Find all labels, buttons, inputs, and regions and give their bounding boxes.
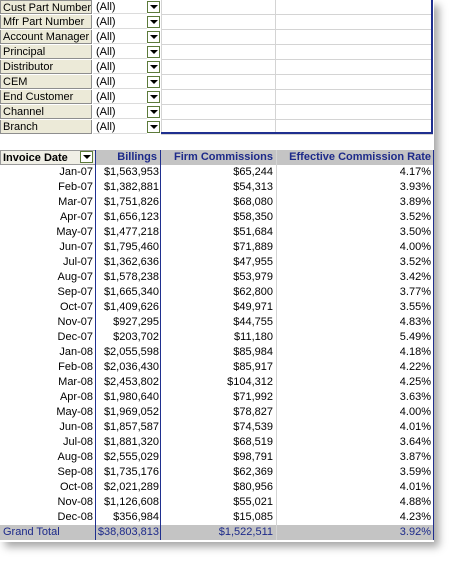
table-row (0, 510, 434, 525)
rate-cell[interactable]: 3.55% (399, 301, 431, 313)
table-row (0, 495, 434, 510)
commissions-cell[interactable]: $85,917 (233, 361, 273, 373)
commissions-cell[interactable]: $11,180 (234, 331, 273, 343)
rate-cell[interactable]: 4.22% (399, 361, 431, 373)
page-field-label[interactable]: Branch (0, 120, 92, 134)
row-date-cell[interactable]: Aug-07 (57, 271, 93, 283)
commissions-cell[interactable]: $71,889 (233, 241, 273, 253)
rate-cell[interactable]: 4.01% (399, 481, 431, 493)
table-row (0, 195, 434, 210)
row-date-cell[interactable]: Mar-07 (58, 196, 93, 208)
commissions-cell[interactable]: $44,755 (233, 316, 273, 328)
row-date-cell[interactable]: Apr-08 (59, 391, 93, 403)
table-row (0, 315, 434, 330)
page-field-label[interactable]: Channel (0, 105, 92, 119)
row-date-cell[interactable]: Jan-07 (59, 166, 93, 178)
page-field-label[interactable]: Mfr Part Number (0, 15, 92, 29)
dropdown-arrow-icon[interactable] (147, 106, 160, 118)
commissions-cell[interactable]: $54,313 (233, 181, 273, 193)
gridline (161, 134, 433, 135)
page-field-value[interactable]: (All) (93, 90, 147, 104)
rate-cell[interactable]: 4.01% (399, 421, 431, 433)
billings-cell[interactable]: $1,969,052 (103, 406, 159, 418)
rate-cell[interactable]: 4.00% (399, 241, 431, 253)
billings-cell[interactable]: $1,665,340 (103, 286, 159, 298)
grand-total-commissions[interactable]: $1,522,511 (218, 526, 273, 538)
grand-total-billings[interactable]: $38,803,813 (97, 526, 159, 538)
billings-cell[interactable]: $356,984 (113, 511, 159, 523)
rate-cell[interactable]: 3.93% (399, 181, 431, 193)
page-field-value[interactable]: (All) (93, 75, 147, 89)
row-date-cell[interactable]: Mar-08 (58, 376, 93, 388)
billings-cell[interactable]: $1,751,826 (103, 196, 159, 208)
commissions-cell[interactable]: $80,956 (233, 481, 273, 493)
page-field-value[interactable]: (All) (93, 30, 147, 44)
row-date-cell[interactable]: Jun-07 (59, 241, 93, 253)
page-field-label[interactable]: CEM (0, 75, 92, 89)
page-field-label[interactable]: Cust Part Number (0, 0, 92, 14)
commissions-cell[interactable]: $49,971 (233, 301, 273, 313)
commissions-cell[interactable]: $74,539 (233, 421, 273, 433)
table-row (0, 165, 434, 180)
table-row (0, 420, 434, 435)
dropdown-arrow-icon[interactable] (147, 91, 160, 103)
commissions-cell[interactable]: $47,955 (233, 256, 273, 268)
page-field-value[interactable]: (All) (93, 105, 147, 119)
table-row (0, 465, 434, 480)
table-row (0, 450, 434, 465)
page-field-label[interactable]: Account Manager (0, 30, 92, 44)
grand-total-label[interactable]: Grand Total (3, 526, 60, 538)
row-field-label: Invoice Date (3, 152, 68, 164)
table-row (0, 255, 434, 270)
billings-cell[interactable]: $927,295 (113, 316, 159, 328)
dropdown-arrow-icon[interactable] (147, 16, 160, 28)
page-field-label[interactable]: End Customer (0, 90, 92, 104)
row-date-cell[interactable]: Apr-07 (59, 211, 93, 223)
dropdown-arrow-icon[interactable] (147, 1, 160, 13)
billings-cell[interactable]: $1,980,640 (103, 391, 159, 403)
column-header-billings[interactable]: Billings (96, 150, 160, 165)
column-separator (276, 150, 277, 540)
rate-cell[interactable]: 4.23% (399, 511, 431, 523)
column-header-effective-commission-rate[interactable]: Effective Commission Rate (276, 150, 434, 165)
rate-cell[interactable]: 4.25% (399, 376, 431, 388)
rate-cell[interactable]: 4.00% (399, 406, 431, 418)
row-date-cell[interactable]: Dec-08 (57, 511, 93, 523)
row-date-cell[interactable]: Jun-08 (59, 421, 93, 433)
row-date-cell[interactable]: Oct-08 (59, 481, 93, 493)
page-field-value[interactable]: (All) (93, 0, 147, 14)
pivot-header-row (0, 150, 434, 165)
table-row (0, 345, 434, 360)
rate-cell[interactable]: 3.50% (399, 226, 431, 238)
billings-cell[interactable]: $1,126,608 (103, 496, 159, 508)
commissions-cell[interactable]: $51,684 (233, 226, 273, 238)
page-field-label[interactable]: Principal (0, 45, 92, 59)
rate-cell[interactable]: 3.63% (399, 391, 431, 403)
page-field-value[interactable]: (All) (93, 60, 147, 74)
table-row (0, 285, 434, 300)
row-date-cell[interactable]: Dec-07 (57, 331, 93, 343)
dropdown-arrow-icon[interactable] (80, 151, 93, 163)
table-row (0, 270, 434, 285)
table-row (0, 210, 434, 225)
commissions-cell[interactable]: $98,791 (233, 451, 273, 463)
billings-cell[interactable]: $1,362,636 (103, 256, 159, 268)
row-date-cell[interactable]: Jan-08 (59, 346, 93, 358)
commissions-cell[interactable]: $85,984 (233, 346, 273, 358)
billings-cell[interactable]: $1,409,626 (103, 301, 159, 313)
row-date-cell[interactable]: Aug-08 (57, 451, 93, 463)
rate-cell[interactable]: 4.17% (399, 166, 431, 178)
rate-cell[interactable]: 4.88% (399, 496, 431, 508)
commissions-cell[interactable]: $65,244 (233, 166, 273, 178)
commissions-cell[interactable]: $62,369 (233, 466, 273, 478)
rate-cell[interactable]: 4.18% (399, 346, 431, 358)
billings-cell[interactable]: $203,702 (113, 331, 159, 343)
dropdown-arrow-icon[interactable] (147, 61, 160, 73)
row-date-cell[interactable]: Feb-08 (58, 361, 93, 373)
row-date-cell[interactable]: Jul-08 (63, 436, 93, 448)
rate-cell[interactable]: 3.59% (399, 466, 431, 478)
billings-cell[interactable]: $1,563,953 (103, 166, 159, 178)
rate-cell[interactable]: 3.42% (399, 271, 431, 283)
rate-cell[interactable]: 3.52% (399, 256, 431, 268)
dropdown-arrow-icon[interactable] (147, 46, 160, 58)
commissions-cell[interactable]: $68,080 (233, 196, 273, 208)
table-row (0, 375, 434, 390)
page-field-label[interactable]: Distributor (0, 60, 92, 74)
row-date-cell[interactable]: Sep-07 (57, 286, 93, 298)
column-header-firm-commissions[interactable]: Firm Commissions (160, 150, 276, 165)
table-row (0, 480, 434, 495)
row-date-cell[interactable]: Sep-08 (57, 466, 93, 478)
dropdown-arrow-icon[interactable] (147, 31, 160, 43)
grand-total-rate[interactable]: 3.92% (399, 526, 431, 538)
row-date-cell[interactable]: Oct-07 (59, 301, 93, 313)
billings-cell[interactable]: $1,382,881 (103, 181, 159, 193)
row-date-cell[interactable]: Nov-07 (57, 316, 93, 328)
table-row (0, 330, 434, 345)
column-separator (95, 150, 96, 540)
billings-cell[interactable]: $2,453,802 (103, 376, 159, 388)
page-field-value[interactable]: (All) (93, 45, 147, 59)
rate-cell[interactable]: 3.77% (399, 286, 431, 298)
row-date-cell[interactable]: May-08 (56, 406, 93, 418)
table-row (0, 225, 434, 240)
rate-cell[interactable]: 3.52% (399, 211, 431, 223)
table-row (0, 240, 434, 255)
table-row (0, 435, 434, 450)
rate-cell[interactable]: 4.83% (399, 316, 431, 328)
billings-cell[interactable]: $1,656,123 (103, 211, 159, 223)
column-separator (433, 150, 434, 540)
commissions-cell[interactable]: $55,021 (233, 496, 273, 508)
table-row (0, 180, 434, 195)
billings-cell[interactable]: $1,881,320 (103, 436, 159, 448)
dropdown-arrow-icon[interactable] (147, 121, 160, 133)
commissions-cell[interactable]: $78,827 (233, 406, 273, 418)
billings-cell[interactable]: $1,857,587 (103, 421, 159, 433)
page-field-value[interactable]: (All) (93, 15, 147, 29)
table-row (0, 360, 434, 375)
table-row (0, 405, 434, 420)
billings-cell[interactable]: $2,555,029 (103, 451, 159, 463)
column-separator (160, 150, 161, 540)
grand-total-row (0, 525, 434, 540)
commissions-cell[interactable]: $71,992 (233, 391, 273, 403)
commissions-cell[interactable]: $53,979 (233, 271, 273, 283)
rate-cell[interactable]: 3.89% (399, 196, 431, 208)
billings-cell[interactable]: $2,021,289 (103, 481, 159, 493)
rate-cell[interactable]: 5.49% (399, 331, 431, 343)
commissions-cell[interactable]: $62,800 (233, 286, 273, 298)
dropdown-arrow-icon[interactable] (147, 76, 160, 88)
billings-cell[interactable]: $1,735,176 (103, 466, 159, 478)
row-date-cell[interactable]: Feb-07 (58, 181, 93, 193)
commissions-cell[interactable]: $104,312 (227, 376, 273, 388)
commissions-cell[interactable]: $15,085 (233, 511, 273, 523)
page-field-area (0, 0, 434, 135)
rate-cell[interactable]: 3.64% (399, 436, 431, 448)
row-date-cell[interactable]: Jul-07 (63, 256, 93, 268)
commissions-cell[interactable]: $68,519 (233, 436, 273, 448)
row-date-cell[interactable]: Nov-08 (57, 496, 93, 508)
page-field-value[interactable]: (All) (93, 120, 147, 134)
rate-cell[interactable]: 3.87% (399, 451, 431, 463)
table-row (0, 390, 434, 405)
billings-cell[interactable]: $1,578,238 (103, 271, 159, 283)
commissions-cell[interactable]: $58,350 (233, 211, 273, 223)
billings-cell[interactable]: $1,795,460 (103, 241, 159, 253)
billings-cell[interactable]: $2,036,430 (103, 361, 159, 373)
table-row (0, 300, 434, 315)
row-date-cell[interactable]: May-07 (56, 226, 93, 238)
billings-cell[interactable]: $1,477,218 (103, 226, 159, 238)
billings-cell[interactable]: $2,055,598 (103, 346, 159, 358)
page-area-border (161, 0, 433, 134)
